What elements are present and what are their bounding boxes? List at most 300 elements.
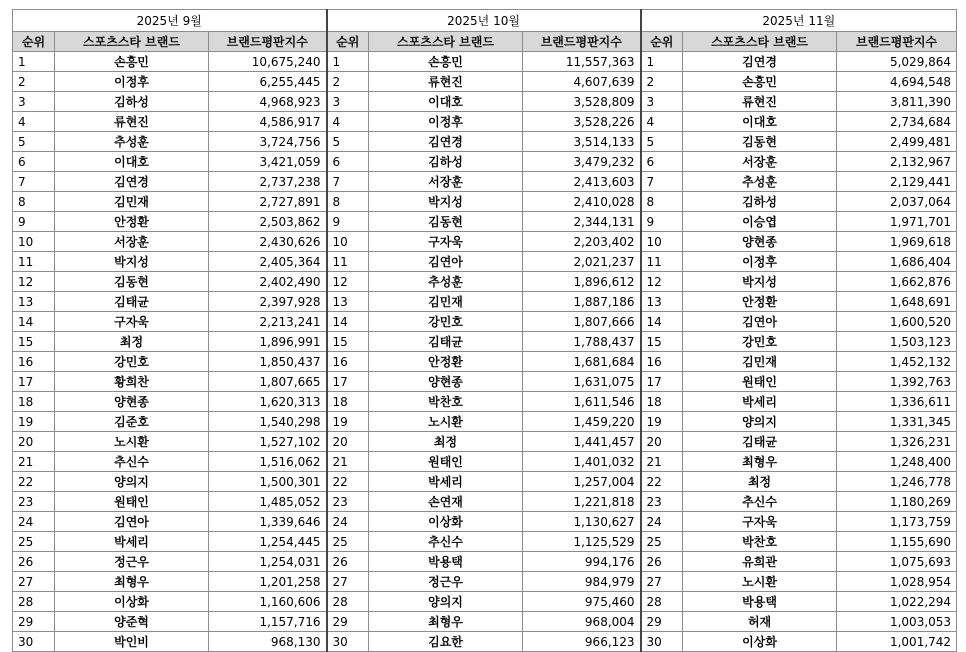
month-title-november: 2025년 11월 bbox=[641, 10, 957, 32]
brand-index-cell: 968,130 bbox=[209, 632, 327, 652]
brand-name-cell: 노시환 bbox=[683, 572, 837, 592]
brand-index-cell: 1,022,294 bbox=[837, 592, 957, 612]
brand-index-cell: 1,254,445 bbox=[209, 532, 327, 552]
brand-name-cell: 김요한 bbox=[369, 632, 523, 652]
brand-index-cell: 11,557,363 bbox=[523, 52, 641, 72]
rank-cell: 3 bbox=[13, 92, 55, 112]
rank-cell: 8 bbox=[641, 192, 683, 212]
rank-cell: 8 bbox=[13, 192, 55, 212]
rank-cell: 17 bbox=[327, 372, 369, 392]
table-row bbox=[13, 472, 957, 492]
rank-cell: 10 bbox=[327, 232, 369, 252]
brand-name-cell: 추성훈 bbox=[369, 272, 523, 292]
brand-index-cell: 1,896,991 bbox=[209, 332, 327, 352]
rank-cell: 11 bbox=[13, 252, 55, 272]
table-row bbox=[13, 452, 957, 472]
table-row bbox=[13, 232, 957, 252]
rank-cell: 14 bbox=[641, 312, 683, 332]
brand-index-cell: 3,421,059 bbox=[209, 152, 327, 172]
brand-name-cell: 최정 bbox=[55, 332, 209, 352]
rank-cell: 28 bbox=[13, 592, 55, 612]
rank-cell: 2 bbox=[327, 72, 369, 92]
rank-cell: 3 bbox=[327, 92, 369, 112]
rank-cell: 2 bbox=[13, 72, 55, 92]
brand-index-cell: 1,331,345 bbox=[837, 412, 957, 432]
index-header: 브랜드평판지수 bbox=[523, 32, 641, 52]
rank-cell: 1 bbox=[327, 52, 369, 72]
brand-index-cell: 994,176 bbox=[523, 552, 641, 572]
table-row bbox=[13, 312, 957, 332]
rank-cell: 15 bbox=[13, 332, 55, 352]
table-row bbox=[13, 192, 957, 212]
rank-cell: 3 bbox=[641, 92, 683, 112]
table-row bbox=[13, 72, 957, 92]
brand-name-cell: 강민호 bbox=[369, 312, 523, 332]
brand-index-cell: 4,968,923 bbox=[209, 92, 327, 112]
rank-cell: 5 bbox=[327, 132, 369, 152]
brand-name-cell: 허재 bbox=[683, 612, 837, 632]
brand-header: 스포츠스타 브랜드 bbox=[369, 32, 523, 52]
brand-name-cell: 박지성 bbox=[55, 252, 209, 272]
table-row bbox=[13, 132, 957, 152]
brand-index-cell: 1,130,627 bbox=[523, 512, 641, 532]
brand-index-cell: 2,037,064 bbox=[837, 192, 957, 212]
rank-cell: 27 bbox=[13, 572, 55, 592]
brand-index-cell: 1,254,031 bbox=[209, 552, 327, 572]
brand-index-cell: 4,586,917 bbox=[209, 112, 327, 132]
brand-index-cell: 1,339,646 bbox=[209, 512, 327, 532]
rank-cell: 17 bbox=[641, 372, 683, 392]
table-row bbox=[13, 352, 957, 372]
brand-name-cell: 박인비 bbox=[55, 632, 209, 652]
brand-name-cell: 손흥민 bbox=[55, 52, 209, 72]
rank-cell: 5 bbox=[641, 132, 683, 152]
rank-cell: 19 bbox=[13, 412, 55, 432]
table-row bbox=[13, 212, 957, 232]
brand-index-cell: 4,607,639 bbox=[523, 72, 641, 92]
brand-name-cell: 김민재 bbox=[369, 292, 523, 312]
brand-index-cell: 1,248,400 bbox=[837, 452, 957, 472]
brand-index-cell: 1,201,258 bbox=[209, 572, 327, 592]
brand-index-cell: 975,460 bbox=[523, 592, 641, 612]
brand-name-cell: 손흥민 bbox=[369, 52, 523, 72]
brand-header: 스포츠스타 브랜드 bbox=[683, 32, 837, 52]
rank-cell: 24 bbox=[327, 512, 369, 532]
rank-cell: 8 bbox=[327, 192, 369, 212]
brand-name-cell: 서장훈 bbox=[369, 172, 523, 192]
brand-name-cell: 안정환 bbox=[369, 352, 523, 372]
rank-cell: 16 bbox=[641, 352, 683, 372]
brand-index-cell: 2,129,441 bbox=[837, 172, 957, 192]
brand-name-cell: 김동현 bbox=[55, 272, 209, 292]
brand-name-cell: 강민호 bbox=[683, 332, 837, 352]
rank-cell: 11 bbox=[327, 252, 369, 272]
month-title-october: 2025년 10월 bbox=[327, 10, 641, 32]
rank-cell: 20 bbox=[13, 432, 55, 452]
brand-index-cell: 2,203,402 bbox=[523, 232, 641, 252]
rank-cell: 27 bbox=[327, 572, 369, 592]
rank-cell: 15 bbox=[327, 332, 369, 352]
rank-cell: 13 bbox=[13, 292, 55, 312]
rank-cell: 30 bbox=[13, 632, 55, 652]
table-row bbox=[13, 272, 957, 292]
rank-cell: 10 bbox=[13, 232, 55, 252]
brand-name-cell: 류현진 bbox=[683, 92, 837, 112]
brand-name-cell: 안정환 bbox=[55, 212, 209, 232]
brand-index-cell: 1,173,759 bbox=[837, 512, 957, 532]
brand-name-cell: 박찬호 bbox=[683, 532, 837, 552]
rank-cell: 22 bbox=[641, 472, 683, 492]
ranking-rows bbox=[13, 52, 957, 652]
brand-index-cell: 1,648,691 bbox=[837, 292, 957, 312]
brand-index-cell: 1,516,062 bbox=[209, 452, 327, 472]
brand-index-cell: 1,001,742 bbox=[837, 632, 957, 652]
brand-index-cell: 2,410,028 bbox=[523, 192, 641, 212]
month-header-row bbox=[13, 10, 957, 32]
brand-index-cell: 10,675,240 bbox=[209, 52, 327, 72]
brand-name-cell: 김태균 bbox=[683, 432, 837, 452]
brand-name-cell: 이상화 bbox=[683, 632, 837, 652]
rank-cell: 25 bbox=[13, 532, 55, 552]
rank-cell: 28 bbox=[327, 592, 369, 612]
brand-name-cell: 양현종 bbox=[55, 392, 209, 412]
brand-index-cell: 1,788,437 bbox=[523, 332, 641, 352]
index-header: 브랜드평판지수 bbox=[209, 32, 327, 52]
rank-cell: 6 bbox=[13, 152, 55, 172]
brand-name-cell: 추신수 bbox=[55, 452, 209, 472]
brand-name-cell: 류현진 bbox=[55, 112, 209, 132]
brand-index-cell: 1,180,269 bbox=[837, 492, 957, 512]
table-row bbox=[13, 492, 957, 512]
rank-cell: 17 bbox=[13, 372, 55, 392]
rank-cell: 15 bbox=[641, 332, 683, 352]
rank-cell: 30 bbox=[327, 632, 369, 652]
rank-cell: 20 bbox=[641, 432, 683, 452]
brand-name-cell: 양현종 bbox=[369, 372, 523, 392]
brand-index-cell: 968,004 bbox=[523, 612, 641, 632]
brand-name-cell: 양의지 bbox=[55, 472, 209, 492]
brand-index-cell: 2,021,237 bbox=[523, 252, 641, 272]
brand-index-cell: 3,528,226 bbox=[523, 112, 641, 132]
brand-name-cell: 이대호 bbox=[55, 152, 209, 172]
brand-name-cell: 원태인 bbox=[683, 372, 837, 392]
rank-cell: 23 bbox=[641, 492, 683, 512]
brand-name-cell: 박세리 bbox=[369, 472, 523, 492]
rank-header: 순위 bbox=[13, 32, 55, 52]
brand-name-cell: 이대호 bbox=[683, 112, 837, 132]
brand-name-cell: 이승엽 bbox=[683, 212, 837, 232]
brand-name-cell: 손흥민 bbox=[683, 72, 837, 92]
rank-cell: 4 bbox=[327, 112, 369, 132]
rank-cell: 26 bbox=[641, 552, 683, 572]
brand-name-cell: 정근우 bbox=[55, 552, 209, 572]
brand-index-cell: 1,527,102 bbox=[209, 432, 327, 452]
rank-cell: 1 bbox=[13, 52, 55, 72]
brand-name-cell: 김연경 bbox=[55, 172, 209, 192]
rank-cell: 22 bbox=[327, 472, 369, 492]
brand-name-cell: 추신수 bbox=[369, 532, 523, 552]
rank-cell: 7 bbox=[327, 172, 369, 192]
brand-name-cell: 류현진 bbox=[369, 72, 523, 92]
rank-cell: 16 bbox=[327, 352, 369, 372]
rank-cell: 14 bbox=[13, 312, 55, 332]
table-row bbox=[13, 432, 957, 452]
brand-name-cell: 손연재 bbox=[369, 492, 523, 512]
rank-header: 순위 bbox=[327, 32, 369, 52]
brand-name-cell: 노시환 bbox=[369, 412, 523, 432]
brand-name-cell: 서장훈 bbox=[55, 232, 209, 252]
brand-name-cell: 이대호 bbox=[369, 92, 523, 112]
brand-index-cell: 2,727,891 bbox=[209, 192, 327, 212]
brand-index-cell: 2,430,626 bbox=[209, 232, 327, 252]
table-row bbox=[13, 52, 957, 72]
brand-name-cell: 김하성 bbox=[369, 152, 523, 172]
brand-index-cell: 1,160,606 bbox=[209, 592, 327, 612]
brand-name-cell: 김연아 bbox=[55, 512, 209, 532]
brand-index-cell: 3,514,133 bbox=[523, 132, 641, 152]
index-header: 브랜드평판지수 bbox=[837, 32, 957, 52]
brand-index-cell: 1,003,053 bbox=[837, 612, 957, 632]
brand-index-cell: 1,246,778 bbox=[837, 472, 957, 492]
brand-index-cell: 1,452,132 bbox=[837, 352, 957, 372]
brand-name-cell: 구자욱 bbox=[55, 312, 209, 332]
brand-name-cell: 최형우 bbox=[683, 452, 837, 472]
brand-index-cell: 2,344,131 bbox=[523, 212, 641, 232]
brand-name-cell: 이정후 bbox=[683, 252, 837, 272]
brand-name-cell: 김준호 bbox=[55, 412, 209, 432]
brand-name-cell: 양의지 bbox=[683, 412, 837, 432]
brand-index-cell: 2,213,241 bbox=[209, 312, 327, 332]
table-row bbox=[13, 252, 957, 272]
brand-index-cell: 1,969,618 bbox=[837, 232, 957, 252]
table-row bbox=[13, 112, 957, 132]
table-row bbox=[13, 292, 957, 312]
brand-name-cell: 최형우 bbox=[369, 612, 523, 632]
brand-index-cell: 2,737,238 bbox=[209, 172, 327, 192]
rank-cell: 27 bbox=[641, 572, 683, 592]
brand-name-cell: 구자욱 bbox=[683, 512, 837, 532]
brand-index-cell: 1,221,818 bbox=[523, 492, 641, 512]
brand-name-cell: 김하성 bbox=[683, 192, 837, 212]
brand-name-cell: 추성훈 bbox=[55, 132, 209, 152]
rank-cell: 4 bbox=[641, 112, 683, 132]
brand-name-cell: 김태균 bbox=[55, 292, 209, 312]
brand-index-cell: 2,405,364 bbox=[209, 252, 327, 272]
rank-header: 순위 bbox=[641, 32, 683, 52]
brand-name-cell: 김연아 bbox=[683, 312, 837, 332]
month-title-september: 2025년 9월 bbox=[13, 10, 327, 32]
brand-index-cell: 1,336,611 bbox=[837, 392, 957, 412]
rank-cell: 26 bbox=[327, 552, 369, 572]
brand-name-cell: 정근우 bbox=[369, 572, 523, 592]
brand-name-cell: 원태인 bbox=[55, 492, 209, 512]
brand-index-cell: 984,979 bbox=[523, 572, 641, 592]
rank-cell: 2 bbox=[641, 72, 683, 92]
table-row bbox=[13, 592, 957, 612]
brand-index-cell: 1,075,693 bbox=[837, 552, 957, 572]
rank-cell: 18 bbox=[641, 392, 683, 412]
rank-cell: 21 bbox=[327, 452, 369, 472]
rank-cell: 26 bbox=[13, 552, 55, 572]
brand-name-cell: 양의지 bbox=[369, 592, 523, 612]
rank-cell: 23 bbox=[327, 492, 369, 512]
rank-cell: 6 bbox=[327, 152, 369, 172]
brand-index-cell: 1,326,231 bbox=[837, 432, 957, 452]
brand-index-cell: 1,600,520 bbox=[837, 312, 957, 332]
brand-name-cell: 이정후 bbox=[369, 112, 523, 132]
brand-index-cell: 1,485,052 bbox=[209, 492, 327, 512]
rank-cell: 4 bbox=[13, 112, 55, 132]
brand-name-cell: 박용택 bbox=[683, 592, 837, 612]
brand-name-cell: 최정 bbox=[369, 432, 523, 452]
brand-name-cell: 서장훈 bbox=[683, 152, 837, 172]
table-row bbox=[13, 392, 957, 412]
rank-cell: 12 bbox=[13, 272, 55, 292]
rank-cell: 12 bbox=[641, 272, 683, 292]
brand-name-cell: 김하성 bbox=[55, 92, 209, 112]
brand-name-cell: 김민재 bbox=[683, 352, 837, 372]
brand-name-cell: 유희관 bbox=[683, 552, 837, 572]
rank-cell: 28 bbox=[641, 592, 683, 612]
brand-name-cell: 이상화 bbox=[55, 592, 209, 612]
rank-cell: 29 bbox=[13, 612, 55, 632]
brand-name-cell: 추신수 bbox=[683, 492, 837, 512]
brand-name-cell: 이정후 bbox=[55, 72, 209, 92]
brand-index-cell: 5,029,864 bbox=[837, 52, 957, 72]
brand-index-cell: 1,392,763 bbox=[837, 372, 957, 392]
brand-index-cell: 1,807,665 bbox=[209, 372, 327, 392]
table-row bbox=[13, 152, 957, 172]
brand-index-cell: 2,402,490 bbox=[209, 272, 327, 292]
brand-name-cell: 최정 bbox=[683, 472, 837, 492]
brand-index-cell: 2,503,862 bbox=[209, 212, 327, 232]
brand-name-cell: 양현종 bbox=[683, 232, 837, 252]
brand-name-cell: 김연경 bbox=[683, 52, 837, 72]
brand-name-cell: 김연경 bbox=[369, 132, 523, 152]
brand-index-cell: 1,896,612 bbox=[523, 272, 641, 292]
brand-name-cell: 노시환 bbox=[55, 432, 209, 452]
brand-index-cell: 4,694,548 bbox=[837, 72, 957, 92]
rank-cell: 24 bbox=[641, 512, 683, 532]
rank-cell: 6 bbox=[641, 152, 683, 172]
table-row bbox=[13, 172, 957, 192]
rank-cell: 9 bbox=[13, 212, 55, 232]
table-row bbox=[13, 552, 957, 572]
column-header-row bbox=[13, 32, 957, 52]
brand-name-cell: 안정환 bbox=[683, 292, 837, 312]
brand-index-cell: 1,155,690 bbox=[837, 532, 957, 552]
brand-index-cell: 1,157,716 bbox=[209, 612, 327, 632]
brand-index-cell: 1,401,032 bbox=[523, 452, 641, 472]
rank-cell: 14 bbox=[327, 312, 369, 332]
rank-cell: 30 bbox=[641, 632, 683, 652]
rank-cell: 9 bbox=[641, 212, 683, 232]
table-row bbox=[13, 412, 957, 432]
brand-index-cell: 6,255,445 bbox=[209, 72, 327, 92]
brand-index-cell: 3,811,390 bbox=[837, 92, 957, 112]
rank-cell: 24 bbox=[13, 512, 55, 532]
rank-cell: 7 bbox=[13, 172, 55, 192]
brand-index-cell: 3,724,756 bbox=[209, 132, 327, 152]
rank-cell: 10 bbox=[641, 232, 683, 252]
ranking-sheet bbox=[12, 9, 957, 652]
brand-index-cell: 1,686,404 bbox=[837, 252, 957, 272]
table-row bbox=[13, 572, 957, 592]
brand-index-cell: 1,500,301 bbox=[209, 472, 327, 492]
table-row bbox=[13, 92, 957, 112]
brand-name-cell: 양준혁 bbox=[55, 612, 209, 632]
rank-cell: 20 bbox=[327, 432, 369, 452]
table-row bbox=[13, 372, 957, 392]
brand-index-cell: 2,132,967 bbox=[837, 152, 957, 172]
brand-name-cell: 황희찬 bbox=[55, 372, 209, 392]
rank-cell: 21 bbox=[641, 452, 683, 472]
ranking-table bbox=[12, 9, 957, 652]
brand-name-cell: 김태균 bbox=[369, 332, 523, 352]
brand-index-cell: 1,611,546 bbox=[523, 392, 641, 412]
brand-name-cell: 강민호 bbox=[55, 352, 209, 372]
brand-index-cell: 2,734,684 bbox=[837, 112, 957, 132]
brand-header: 스포츠스타 브랜드 bbox=[55, 32, 209, 52]
brand-name-cell: 김민재 bbox=[55, 192, 209, 212]
brand-index-cell: 1,125,529 bbox=[523, 532, 641, 552]
rank-cell: 13 bbox=[641, 292, 683, 312]
rank-cell: 16 bbox=[13, 352, 55, 372]
brand-name-cell: 박용택 bbox=[369, 552, 523, 572]
rank-cell: 5 bbox=[13, 132, 55, 152]
brand-index-cell: 1,503,123 bbox=[837, 332, 957, 352]
rank-cell: 1 bbox=[641, 52, 683, 72]
table-row bbox=[13, 512, 957, 532]
brand-name-cell: 박지성 bbox=[683, 272, 837, 292]
brand-name-cell: 원태인 bbox=[369, 452, 523, 472]
brand-index-cell: 1,459,220 bbox=[523, 412, 641, 432]
rank-cell: 18 bbox=[327, 392, 369, 412]
brand-index-cell: 1,971,701 bbox=[837, 212, 957, 232]
brand-index-cell: 1,620,313 bbox=[209, 392, 327, 412]
rank-cell: 9 bbox=[327, 212, 369, 232]
brand-index-cell: 1,441,457 bbox=[523, 432, 641, 452]
brand-index-cell: 1,850,437 bbox=[209, 352, 327, 372]
rank-cell: 29 bbox=[327, 612, 369, 632]
rank-cell: 19 bbox=[327, 412, 369, 432]
brand-index-cell: 1,807,666 bbox=[523, 312, 641, 332]
brand-index-cell: 2,499,481 bbox=[837, 132, 957, 152]
brand-index-cell: 1,887,186 bbox=[523, 292, 641, 312]
brand-index-cell: 2,413,603 bbox=[523, 172, 641, 192]
table-row bbox=[13, 532, 957, 552]
brand-index-cell: 966,123 bbox=[523, 632, 641, 652]
rank-cell: 23 bbox=[13, 492, 55, 512]
brand-name-cell: 최형우 bbox=[55, 572, 209, 592]
brand-name-cell: 김연아 bbox=[369, 252, 523, 272]
brand-name-cell: 김동현 bbox=[683, 132, 837, 152]
brand-name-cell: 박지성 bbox=[369, 192, 523, 212]
rank-cell: 7 bbox=[641, 172, 683, 192]
rank-cell: 13 bbox=[327, 292, 369, 312]
brand-index-cell: 1,631,075 bbox=[523, 372, 641, 392]
brand-name-cell: 박찬호 bbox=[369, 392, 523, 412]
rank-cell: 19 bbox=[641, 412, 683, 432]
brand-name-cell: 김동현 bbox=[369, 212, 523, 232]
brand-index-cell: 1,257,004 bbox=[523, 472, 641, 492]
rank-cell: 11 bbox=[641, 252, 683, 272]
rank-cell: 25 bbox=[641, 532, 683, 552]
table-row bbox=[13, 332, 957, 352]
rank-cell: 12 bbox=[327, 272, 369, 292]
brand-index-cell: 2,397,928 bbox=[209, 292, 327, 312]
brand-index-cell: 1,540,298 bbox=[209, 412, 327, 432]
